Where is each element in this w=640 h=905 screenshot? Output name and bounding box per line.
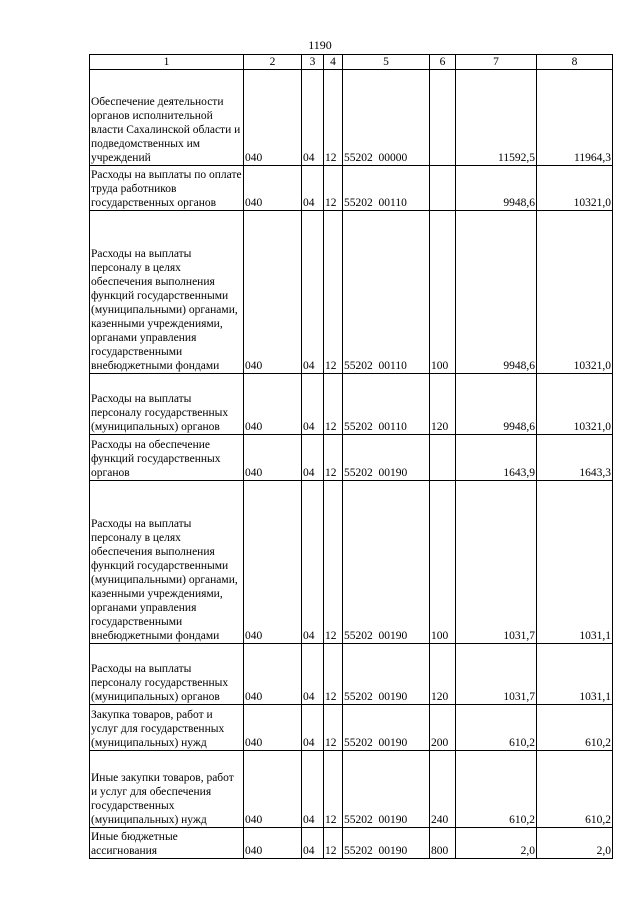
- row-cell: 1031,1: [537, 481, 613, 644]
- row-cell: 040: [244, 481, 302, 644]
- row-cell: 04: [302, 166, 324, 211]
- row-cell: 040: [244, 644, 302, 705]
- row-cell: 040: [244, 435, 302, 481]
- row-name: Расходы на выплаты персоналу государственных (муниципальных) органов: [90, 644, 244, 705]
- column-header: 2: [244, 55, 302, 70]
- row-cell: 55202 00190: [343, 481, 430, 644]
- row-cell: 11592,5: [456, 70, 537, 166]
- table-row: [90, 211, 613, 374]
- row-name: Иные бюджетные ассигнования: [90, 828, 244, 859]
- row-cell: 12: [324, 644, 343, 705]
- column-header: 6: [430, 55, 456, 70]
- row-cell: 04: [302, 435, 324, 481]
- row-cell: 9948,6: [456, 166, 537, 211]
- row-cell: 120: [430, 374, 456, 435]
- row-cell: 9948,6: [456, 211, 537, 374]
- row-cell: 55202 00190: [343, 644, 430, 705]
- row-cell: 04: [302, 828, 324, 859]
- row-name: Расходы на выплаты персоналу государственных (муниципальных) органов: [90, 374, 244, 435]
- row-cell: 04: [302, 705, 324, 751]
- row-cell: 04: [302, 644, 324, 705]
- row-cell: 1643,9: [456, 435, 537, 481]
- row-cell: 55202 00190: [343, 705, 430, 751]
- row-cell: 240: [430, 751, 456, 828]
- column-header: 1: [90, 55, 244, 70]
- row-cell: 2,0: [537, 828, 613, 859]
- row-cell: 1031,1: [537, 644, 613, 705]
- row-cell: 12: [324, 435, 343, 481]
- row-cell: 120: [430, 644, 456, 705]
- row-cell: 55202 00110: [343, 374, 430, 435]
- row-cell: 100: [430, 211, 456, 374]
- row-cell: 610,2: [456, 705, 537, 751]
- row-cell: 1031,7: [456, 644, 537, 705]
- row-cell: 040: [244, 828, 302, 859]
- row-cell: 610,2: [456, 751, 537, 828]
- table-row: [90, 374, 613, 435]
- row-cell: 04: [302, 374, 324, 435]
- row-cell: 12: [324, 481, 343, 644]
- row-cell: 55202 00110: [343, 211, 430, 374]
- row-cell: 12: [324, 751, 343, 828]
- table-row: [90, 166, 613, 211]
- row-name: Иные закупки товаров, работ и услуг для обеспечения государственных (муниципальных) нужд: [90, 751, 244, 828]
- row-cell: [430, 70, 456, 166]
- row-cell: 12: [324, 705, 343, 751]
- row-cell: 04: [302, 751, 324, 828]
- column-header: 3: [302, 55, 324, 70]
- row-name: Расходы на обеспечение функций государственных органов: [90, 435, 244, 481]
- row-cell: 10321,0: [537, 166, 613, 211]
- row-cell: 040: [244, 166, 302, 211]
- row-cell: 610,2: [537, 705, 613, 751]
- row-cell: 040: [244, 70, 302, 166]
- page-number: 1190: [308, 38, 332, 52]
- table-row: [90, 751, 613, 828]
- row-cell: 1643,3: [537, 435, 613, 481]
- row-cell: 04: [302, 211, 324, 374]
- row-name: Обеспечение деятельности органов исполнительной власти Сахалинской области и подведомственных им учреждений: [90, 70, 244, 166]
- row-cell: 55202 00190: [343, 828, 430, 859]
- row-cell: 55202 00190: [343, 435, 430, 481]
- header-row: [90, 55, 613, 70]
- row-cell: 200: [430, 705, 456, 751]
- column-header: 5: [343, 55, 430, 70]
- row-cell: 610,2: [537, 751, 613, 828]
- column-header: 7: [456, 55, 537, 70]
- row-cell: 800: [430, 828, 456, 859]
- column-header: 8: [537, 55, 613, 70]
- table-row: [90, 481, 613, 644]
- row-cell: [430, 435, 456, 481]
- row-cell: 040: [244, 751, 302, 828]
- row-cell: 12: [324, 828, 343, 859]
- table-row: [90, 644, 613, 705]
- row-name: Расходы на выплаты персоналу в целях обеспечения выполнения функций государственными (муниципальными) органами, казенными учреждениями, органами управления государственными внебюджетными фондами: [90, 481, 244, 644]
- row-cell: 12: [324, 374, 343, 435]
- row-cell: 9948,6: [456, 374, 537, 435]
- row-name: Закупка товаров, работ и услуг для государственных (муниципальных) нужд: [90, 705, 244, 751]
- table-row: [90, 70, 613, 166]
- row-cell: 12: [324, 166, 343, 211]
- row-cell: 55202 00000: [343, 70, 430, 166]
- row-cell: 04: [302, 70, 324, 166]
- column-header: 4: [324, 55, 343, 70]
- budget-table: [89, 54, 613, 859]
- table-row: [90, 435, 613, 481]
- row-cell: 1031,7: [456, 481, 537, 644]
- row-cell: 040: [244, 705, 302, 751]
- row-name: Расходы на выплаты персоналу в целях обеспечения выполнения функций государственными (муниципальными) органами, казенными учреждениями, органами управления государственными внебюджетными фондами: [90, 211, 244, 374]
- row-cell: 10321,0: [537, 211, 613, 374]
- row-cell: 04: [302, 481, 324, 644]
- row-cell: 11964,3: [537, 70, 613, 166]
- row-cell: 55202 00190: [343, 751, 430, 828]
- row-cell: 12: [324, 70, 343, 166]
- table-row: [90, 828, 613, 859]
- row-cell: [430, 166, 456, 211]
- row-name: Расходы на выплаты по оплате труда работников государственных органов: [90, 166, 244, 211]
- row-cell: 55202 00110: [343, 166, 430, 211]
- table-row: [90, 705, 613, 751]
- row-cell: 12: [324, 211, 343, 374]
- row-cell: 040: [244, 211, 302, 374]
- row-cell: 100: [430, 481, 456, 644]
- row-cell: 10321,0: [537, 374, 613, 435]
- row-cell: 040: [244, 374, 302, 435]
- row-cell: 2,0: [456, 828, 537, 859]
